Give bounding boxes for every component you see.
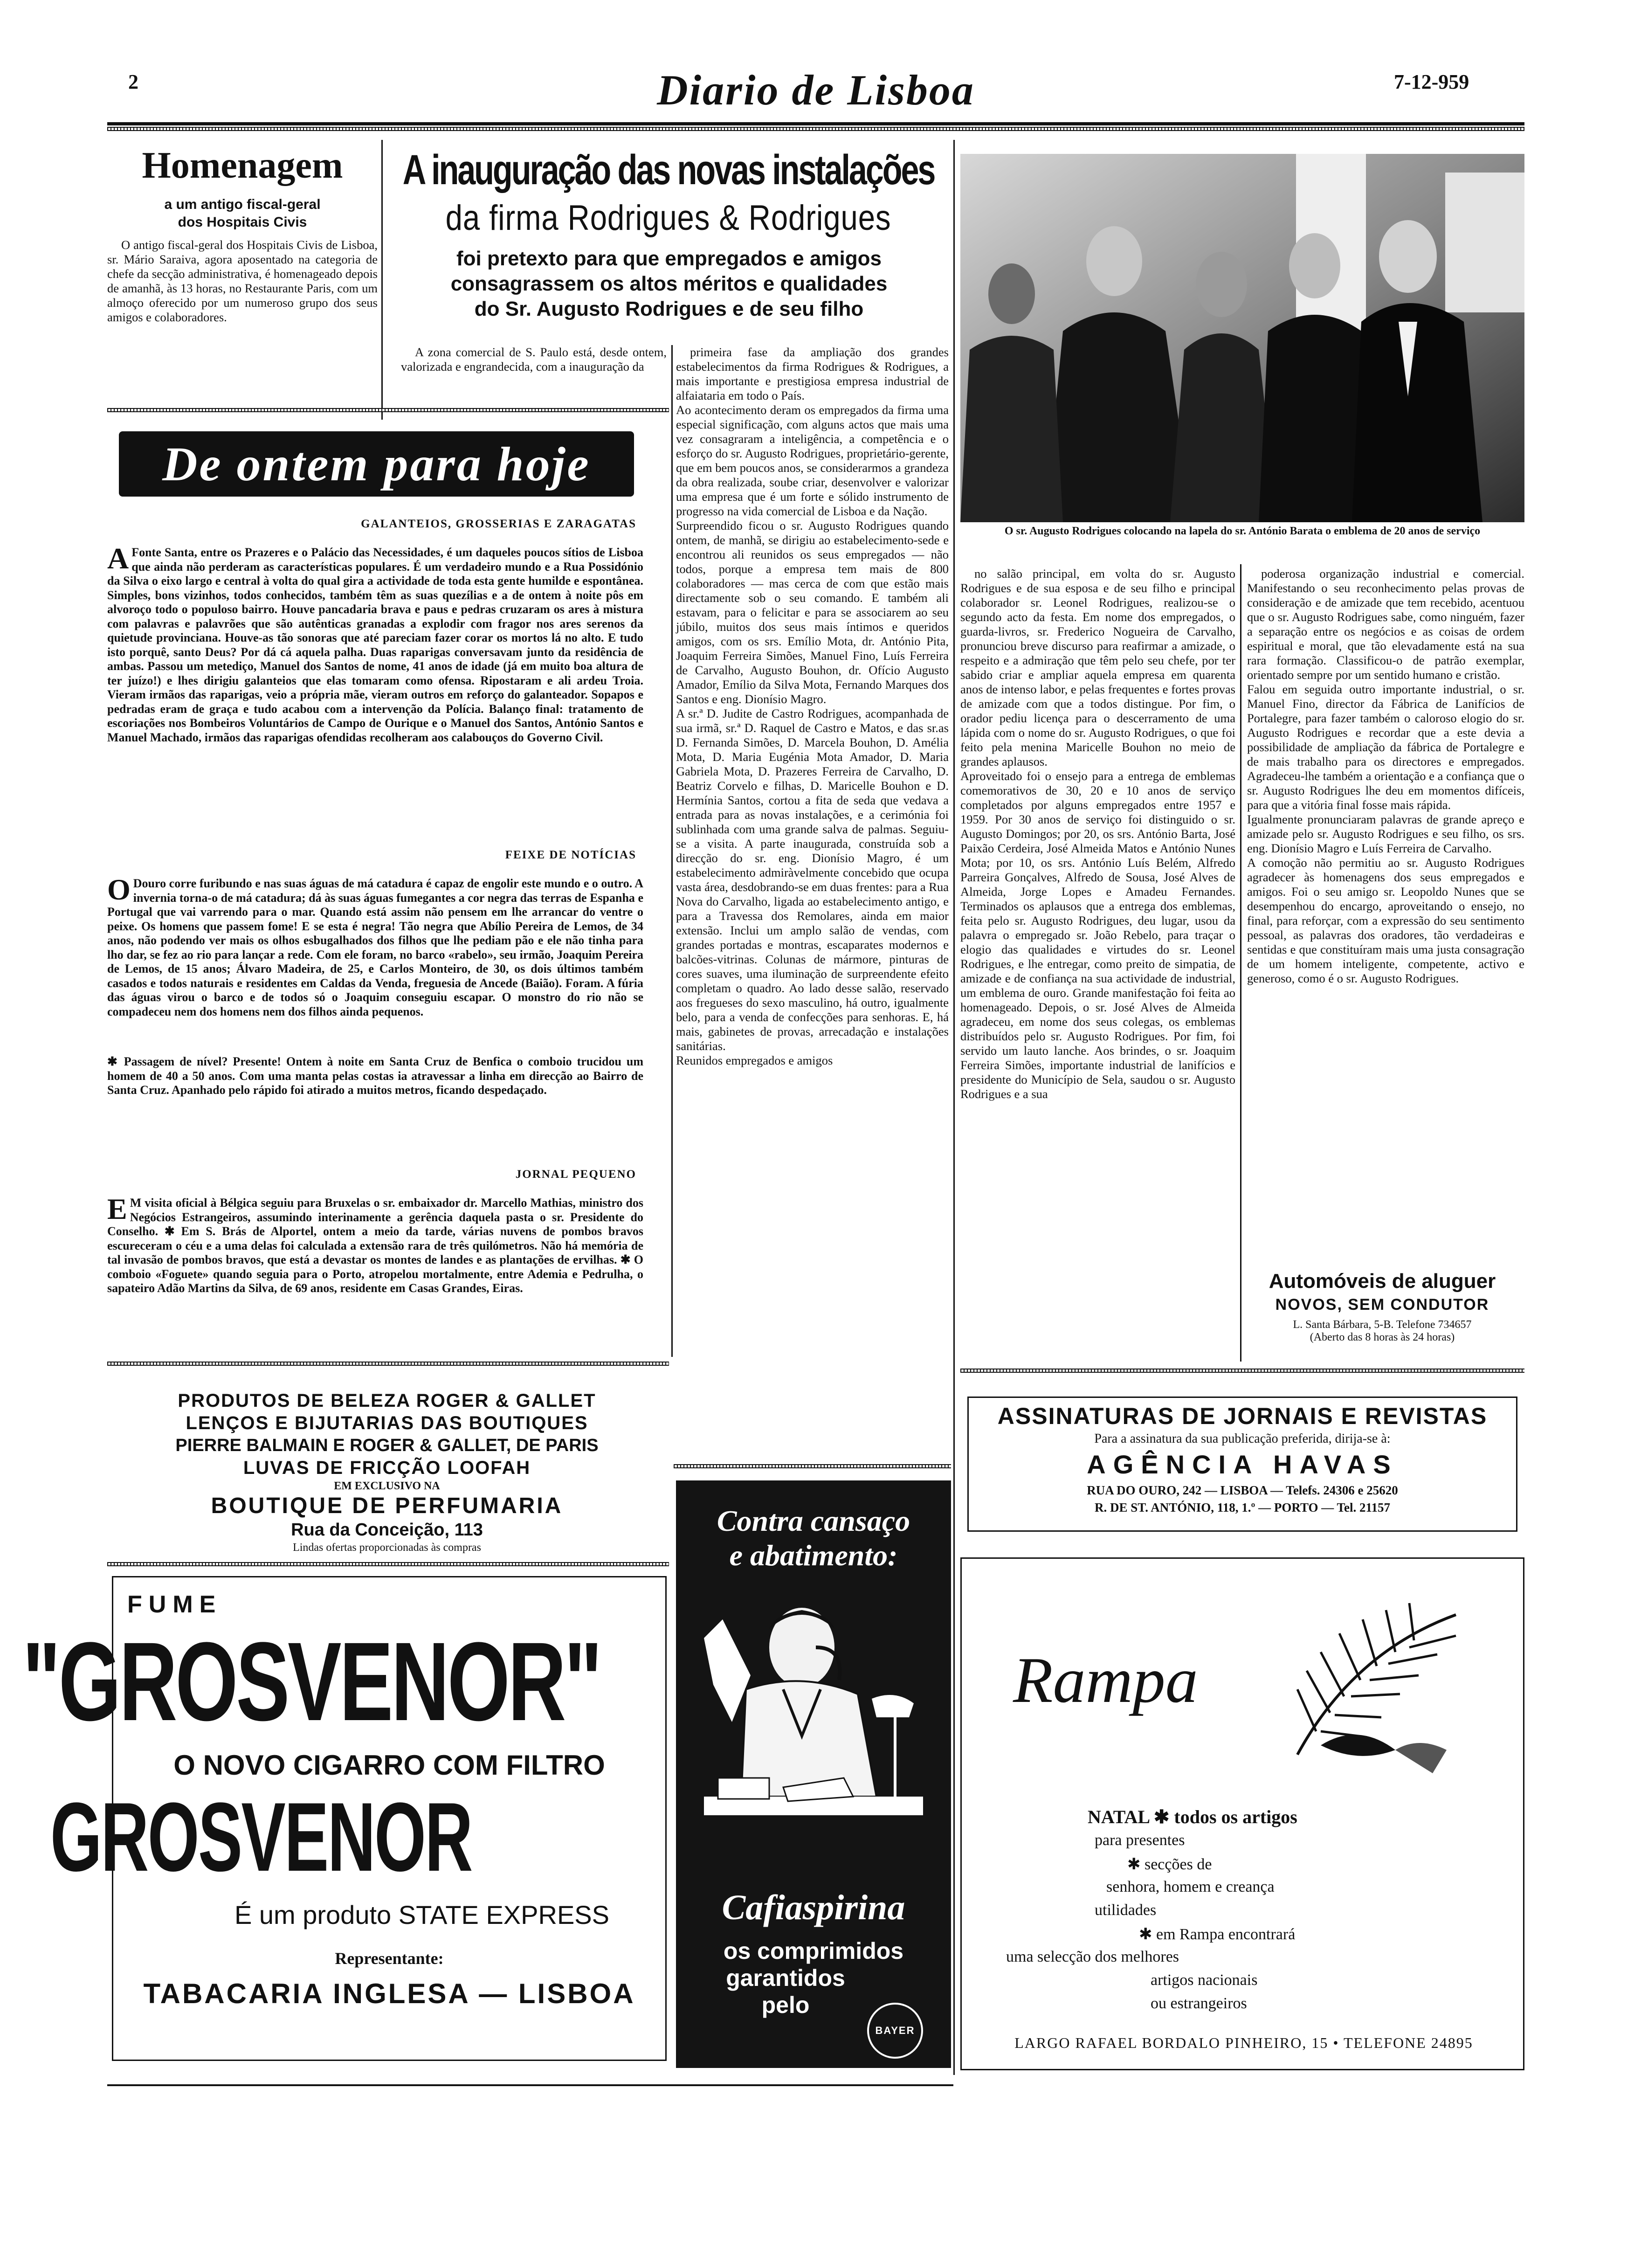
photo-caption: O sr. Augusto Rodrigues colocando na lapela do sr. António Barata o emblema de 20 anos de serviço [1004,525,1481,537]
homenagem-paragraph: O antigo fiscal-geral dos Hospitais Civis de Lisboa, sr. Mário Saraiva, agora aposentado na categoria de chefe da secção administrativa, é homenageado depois de amanhã, às 13 horas, no Restaurante Paris, com um almoço oferecido por um numeroso grupo dos seus amigos e colaboradores. [107,238,378,324]
rampa-line-8: artigos nacionais [1151,1971,1258,1989]
ad-roger-line-6: BOUTIQUE DE PERFUMARIA [211,1494,563,1518]
ad-roger-line-1: PRODUTOS DE BELEZA ROGER & GALLET [178,1390,596,1411]
inauguracao-headline-1: A inauguração das novas instalações [402,147,935,194]
page-number: 2 [128,70,138,93]
rampa-line-3: ✱ secções de [1127,1856,1212,1873]
ad-grosvenor-producer: É um produto STATE EXPRESS [234,1900,609,1929]
inauguracao-deck-3: do Sr. Augusto Rodrigues e de seu filho [474,297,864,320]
ad-cafiaspirina-tag-1: os comprimidos [723,1938,904,1964]
ad-havas-line-2: Para a assinatura da sua publicação preferida, dirija-se à: [1094,1431,1391,1446]
column-rule-4 [1240,564,1241,1362]
dropcap-a: A [107,542,129,575]
ad-cafiaspirina-brand: Cafiaspirina [722,1888,905,1927]
homenagem-subtitle-1: a um antigo fiscal-geral [164,197,321,212]
ad-cafiaspirina-tag-2: garantidos [726,1965,845,1991]
ad-roger-line-8: Lindas ofertas proporcionadas às compras [293,1542,481,1554]
rampa-line-7: uma selecção dos melhores [1006,1948,1179,1965]
inauguracao-col-1-text: A zona comercial de S. Paulo está, desde ontem, valorizada e engrandecida, com a inauguração da [401,345,667,373]
dropcap-e: E [107,1192,127,1225]
ontem-story-2 [107,873,643,1019]
inauguracao-col-2: primeira fase da ampliação dos grandes estabelecimentos da firma Rodrigues & Rodrigues, a mais importante e prestigiosa empresa industrial de alfaiataria em todo o País. Ao acontecimento deram os empregados da firma uma especial significação, com alguns actos que mais uma vez consagraram a inteligência, a competência e o esforço do sr. Augusto Rodrigues, proprietário-gerente, que em bem poucos anos, se considerarmos a grandeza da obra realizada, soube criar, desenvolver e valorizar uma empresa que é um forte e sólido instrumento de progresso na vida comercial de Lisboa e da Nação. Surpreendido ficou o sr. Augusto Rodrigues quando ontem, de manhã, se dirigiu ao estabelecimento-sede e encontrou ali reunidos os seus empregados — não todos, porque a empresa tem mais de 800 colaboradores — mas cerca de com que estão mais directamente sob o seu comando. E também ali estavam, para o felicitar e para se associarem ao seu júbilo, muitos dos seus mais íntimos e queridos amigos, com os srs. Emílio Mota, dr. António Pita, Joaquim Ferreira Simões, Manuel Fino, Luís Ferreira de Carvalho, Augusto Bouhon, dr. Ofício Augusto Amador, Emílio da Silva Mota, Fernando Marques dos Santos e eng. Dionísio Magro. A sr.ª D. Judite de Castro Rodrigues, acompanhada de sua irmã, sr.ª D. Raquel de Castro e Matos, e das sr.as D. Fernanda Simões, D. Marcela Bouhon, D. Amélia Mota, D. Maria Eugénia Mota Amador, D. Maria Gabriela Mota, D. Prazeres Ferreira de Carvalho, D. Beatriz Corvelo e filhas, D. Maricelle Bouhon e D. Hermínia Santos, cortou a fita de seda que vedava a entrada para as novas instalações, e a cerimónia foi sublinhada com uma grande salva de palmas. Seguiu-se a visita. A parte inaugurada, construída sob a direcção do sr. eng. Dionísio Magro, é um estabelecimento admiràvelmente concebido que ocupa vasta área, desdobrando-se em duas frentes: para a Rua Nova do Carvalho, ligada ao estabelecimento antigo, e para a Travessa dos Remolares, ainda em maior extensão. Inclui um amplo salão de vendas, com grandes portadas e montras, escaparates modernos e balcões-vitrinas. Colunas de mármore, pinturas de cores suaves, uma iluminação de surpreendente efeito completam o quadro. Ao lado desse salão, reservado aos fregueses do sexo masculino, há outro, igualmente belo, para a venda de confecções para senhoras. E, há mais, gabinetes de provas, arrecadação e instalações sanitárias. Reunidos empregados e amigos [676,345,949,1067]
ad-grosvenor-brand: "GROSVENOR" [22,1619,600,1744]
ad-havas [967,1397,1517,1532]
rampa-line-2: para presentes [1095,1832,1185,1849]
divider-col2 [674,1464,951,1468]
ontem-story-4 [107,1192,643,1296]
rampa-line-5: utilidades [1095,1902,1157,1919]
rampa-logo: Rampa [1013,1644,1198,1716]
rampa-line-6: ✱ em Rampa encontrará [1139,1926,1296,1943]
ad-roger-line-7: Rua da Conceição, 113 [291,1520,483,1540]
rampa-address: LARGO RAFAEL BORDALO PINHEIRO, 15 • TELEFONE 24895 [1014,2034,1473,2051]
ad-roger-line-2: LENÇOS E BIJUTARIAS DAS BOUTIQUES [186,1413,588,1433]
bayer-cross-icon [867,2003,923,2059]
ad-grosvenor-fume: FUME [127,1591,222,1618]
ad-havas-line-1: ASSINATURAS DE JORNAIS E REVISTAS [997,1403,1488,1429]
ad-automoveis-line-1: Automóveis de aluguer [1269,1270,1496,1293]
news-photo [960,154,1524,522]
masthead: Diario de Lisboa [657,66,975,114]
issue-date: 7-12-959 [1394,70,1469,93]
ontem-banner [119,431,634,497]
divider-col3 [960,1369,1524,1373]
homenagem-subtitle-2: dos Hospitais Civis [178,214,307,230]
ad-roger-gallet [112,1390,662,1555]
column-rule-1 [381,140,383,420]
ontem-section-2: FEIXE DE NOTÍCIAS [505,849,636,861]
inauguracao-col-4: poderosa organização industrial e comercial. Manifestando o seu reconhecimento pelas provas de consideração e de amizade que tem recebido, acentuou que o sr. Augusto Rodrigues sabe, como ninguém, fazer a separação entre os negócios e as coisas de ordem espiritual e moral, que tão elevadamente está na sua rara formação. Classificou-o de patrão exemplar, orientado sempre por um sentido humano e cristão. Falou em seguida outro importante industrial, o sr. Manuel Fino, director da Fábrica de Lanifícios de Portalegre, para fazer também o caloroso elogio do sr. Augusto Rodrigues e recordar que a este devia a possibilidade de ampliação da fábrica de Portalegre e de mais trabalho para os directores e empregados. Agradeceu-lhe também a orientação e a confiança que o sr. Augusto Rodrigues lhe deu em momentos difíceis, para que a vitória final fosse mais rápida. Igualmente pronunciaram palavras de grande apreço e amizade pelo sr. Augusto Rodrigues e seu filho, os srs. eng. Dionísio Magro e Luís Ferreira de Carvalho. A comoção não permitiu ao sr. Augusto Rodrigues agradecer às homenagens dos seus empregados e amigos. Foi o seu amigo sr. Leopoldo Nunes que se desempenhou do encargo, aproveitando o ensejo, no final, para reforçar, com a expressão do seu sentimento pessoal, as palavras dos oradores, tão verdadeiras e sentidas e que constituíram mais uma justa consagração de um homem inteligente, competente, activo e generoso, como é o sr. Augusto Rodrigues. [1247,567,1524,985]
divider-roger [107,1562,669,1566]
inauguracao-headline [387,145,951,322]
header-rule-ticks [107,127,1524,131]
inauguracao-col-3: no salão principal, em volta do sr. Augusto Rodrigues e de sua esposa e de seu filho e principal colaborador sr. Leonel Rodrigues, realizou-se o segundo acto da festa. Em nome dos empregados, o guarda-livros, sr. Frederico Nogueira de Carvalho, pronunciou breve discurso para reafirmar a amizade, o respeito e a admiração que têm pelo seu chefe, por ter sabido criar e ampliar aquela empresa em quarenta anos de intenso labor, e pelas frequentes e fortes provas de amizade com que a todos distingue. Por fim, o orador pediu licença para o descerramento de uma lápida com o nome do sr. Augusto Rodrigues, o que foi feito pela menina Maricelle Bouhon no meio de grandes aplausos. Aproveitado foi o ensejo para a entrega de emblemas comemorativos de 30, 20 e 10 anos de serviço completados por alguns empregados entre 1957 e 1959. Por 30 anos de serviço foi distinguido o sr. Augusto Domingos; por 20, os srs. António Barta, José Paixão Cerdeira, José Almeida Matos e António Nunes Mota; por 10, os srs. António Luís Belém, Alfredo Parreira Gonçalves, Alfredo de Sousa, José Alves de Almeida, Jorge Lopes e Amadeu Fernandes. Terminados os aplausos que a entrega dos emblemas, feita pelo sr. Augusto Rodrigues, deu lugar, usou da palavra o empregado sr. João Rebelo, para traçar o elogio das qualidades e virtudes do sr. Leonel Rodrigues, e lhe entregar, como preito de simpatia, de amizade e de confiança na sua actividade de industrial, um emblema de ouro. Grande manifestação foi feita ao homenageado. Depois, o sr. José Alves de Almeida agradeceu, em nome dos seus colegas, os emblemas distribuídos pelo sr. Augusto Rodrigues. Por fim, foi servido um lauto lanche. Aos brindes, o sr. Joaquim Ferreira Simões, importante industrial de lanifícios e presidente do Município de Sela, saudou o sr. Augusto Rodrigues e a sua [960,567,1235,1101]
ontem-section-1: GALANTEIOS, GROSSERIAS E ZARAGATAS [361,518,636,530]
ad-automoveis-line-2: NOVOS, SEM CONDUTOR [1275,1296,1489,1314]
column-rule-2 [671,345,673,1357]
ad-grosvenor-tagline: O NOVO CIGARRO COM FILTRO [173,1749,605,1781]
ad-grosvenor-brand-2: GROSVENOR [50,1782,472,1892]
photo-image [960,154,1524,522]
rampa-line-4: senhora, homem e creança [1106,1878,1275,1895]
divider-bottom-left [107,2084,953,2086]
ad-rampa [960,1557,1524,2070]
divider-ontem [107,1362,669,1366]
ad-grosvenor [22,1576,667,2061]
ontem-story-3-text: Passagem de nível? Presente! Ontem à noite em Santa Cruz de Benfica o comboio trucidou um homem de 40 a 50 anos. Com uma manta pelas costas ia atravessar a linha em direcção ao Bairro de Santa Cruz. Apanhado pelo rápido foi atirado a muitos metros, ficando despedaçado. [107,1055,643,1097]
inauguracao-deck-1: foi pretexto para que empregados e amigos [456,247,882,270]
ontem-story-3 [107,1055,643,1098]
inauguracao-deck-2: consagrassem os altos méritos e qualidades [450,272,888,295]
ad-grosvenor-rep-label: Representante: [335,1949,444,1968]
ontem-story-1 [107,542,643,745]
ad-cafiaspirina-tag-3: pelo [761,1992,810,2018]
header-rule [107,122,1524,125]
bayer-label: BAYER [875,2025,915,2036]
ad-grosvenor-rep: TABACARIA INGLESA — LISBOA [143,1978,635,2009]
inauguracao-col-1 [401,345,667,374]
ontem-story-1-text: Fonte Santa, entre os Prazeres e o Palácio das Necessidades, é um daqueles poucos sítios de Lisboa que ainda não perderam as características populares. É um verdadeiro mundo e a Rua Possidónio da Silva o eixo largo e central à volta do qual gira a actividade de toda esta gente humilde e espontânea. Simples, bons vizinhos, todos conhecidos, também têm as suas quezílias e a de ontem à noite pôs em alvoroço todo o populoso bairro. Houve pancadaria brava e paus e pedras cruzaram os ares à mistura com palavras e palavrões que são autênticas granadas a explodir com fragor nos ares serenos da quietude provinciana. Houve-as tão sonoras que até pareciam fazer corar os mortos lá no alto. E tudo isto porquê, santo Deus? Por dá cá aquela palha. Duas raparigas conversavam junto da residência de ambas. Passou um metediço, Manuel dos Santos de nome, 41 anos de idade (já em muito boa altura de ter juízo!) e lhes dirigiu galanteios que elas tomaram como ofensa. Ripostaram e ali ardeu Troia. Vieram irmãos das raparigas, veio a própria mãe, vieram outros em reforço do galanteador. Sopapos e pedradas eram de graça e tudo acabou com a intervenção da Polícia. Balanço final: tratamento de escoriações nos Bombeiros Voluntários de Campo de Ourique e o Manuel dos Santos, António Santos e Manuel Machado, irmãos das raparigas ofendidas recolheram aos calabouços do Governo Civil. [107,546,643,744]
palm-leaf-illustration [1279,1596,1475,1792]
tired-man-illustration [676,1582,951,1871]
ad-havas-line-4: RUA DO OURO, 242 — LISBOA — Telefs. 24306 e 25620 [1087,1483,1398,1497]
homenagem-article [107,145,378,325]
dropcap-o: O [107,873,131,906]
ad-automoveis-line-3: L. Santa Bárbara, 5-B. Telefone 734657 [1293,1319,1472,1331]
ontem-section-3: JORNAL PEQUENO [515,1168,636,1181]
inauguracao-headline-2: da firma Rodrigues & Rodrigues [445,198,891,238]
ad-havas-line-5: R. DE ST. ANTÓNIO, 118, 1.º — PORTO — Tel. 21157 [1094,1500,1391,1514]
homenagem-body [107,238,378,325]
homenagem-title: Homenagem [142,145,343,186]
ad-cafiaspirina-line-2: e abatimento: [729,1539,898,1572]
ad-roger-line-5: EM EXCLUSIVO NA [334,1480,440,1492]
ad-roger-line-3: PIERRE BALMAIN E ROGER & GALLET, DE PARIS [175,1436,599,1455]
asterisk-icon: ✱ [107,1055,117,1068]
rampa-line-9: ou estrangeiros [1151,1995,1247,2012]
ad-cafiaspirina [676,1480,951,2068]
ad-havas-line-3: AGÊNCIA HAVAS [1087,1450,1398,1479]
ad-cafiaspirina-line-1: Contra cansaço [717,1504,910,1537]
rampa-line-1: NATAL ✱ todos os artigos [1088,1806,1297,1827]
ontem-story-4-text: M visita oficial à Bélgica seguiu para Bruxelas o sr. embaixador dr. Marcello Mathias, ministro dos Negócios Estrangeiros, assumindo interinamente a gerência daquela pasta o sr. Presidente do Conselho. ✱ Em S. Brás de Alportel, ontem a meio da tarde, várias nuvens de pombos bravos escureceram o céu e a uma delas foi calculada a extensão rara de três quilómetros. Não há memória de tal invasão de pombos bravos, que está a devastar os montes de landes e as plantações de ervilhas. ✱ O comboio «Foguete» quando seguia para o Porto, atropelou mortalmente, entre Ademia e Pedrulha, o sapateiro Adão Martins da Silva, de 69 anos, residente em Casas Grandes, Eiras. [107,1196,643,1295]
column-rule-3 [953,140,955,2075]
divider-homenagem [107,408,669,412]
ad-automoveis-line-4: (Aberto das 8 horas às 24 horas) [1310,1331,1455,1343]
ontem-story-2-text: Douro corre furibundo e nas suas águas de má catadura é capaz de engolir este mundo e o outro. A invernia torna-o de má catadura; dá às suas águas fumegantes a cor negra das terras de Espanha e Portugal que vai varrendo para o mar. Quando está assim não pensem em lhe arrancar do ventre o peixe. Os homens que passem fome! E se esta é negra! Tão negra que Abílio Pereira de Lemos, de 34 anos, não podendo ver mais os olhos esbugalhados dos filhos que lhe pediam pão e ele não tinha para lho dar, se fez ao rio para lançar a rede. Com ele foram, no barco «rabelo», seu irmão, Joaquim Pereira de Lemos, de 15 anos; Álvaro Madeira, de 25, e Carlos Monteiro, de 30, os dois últimos também casados e todos naturais e residentes em Caldas da Venda, freguesia de Ancede (Baião). Foram. A fúria das águas virou o barco e de todos só o Joaquim conseguiu escapar. O monstro do rio não se compadeceu nem dos homens nem dos filhos ainda pequenos. [107,877,643,1018]
ad-roger-line-4: LUVAS DE FRICÇÃO LOOFAH [243,1458,531,1478]
ontem-banner-text: De ontem para hoje [162,437,591,491]
ad-automoveis [1240,1268,1524,1366]
